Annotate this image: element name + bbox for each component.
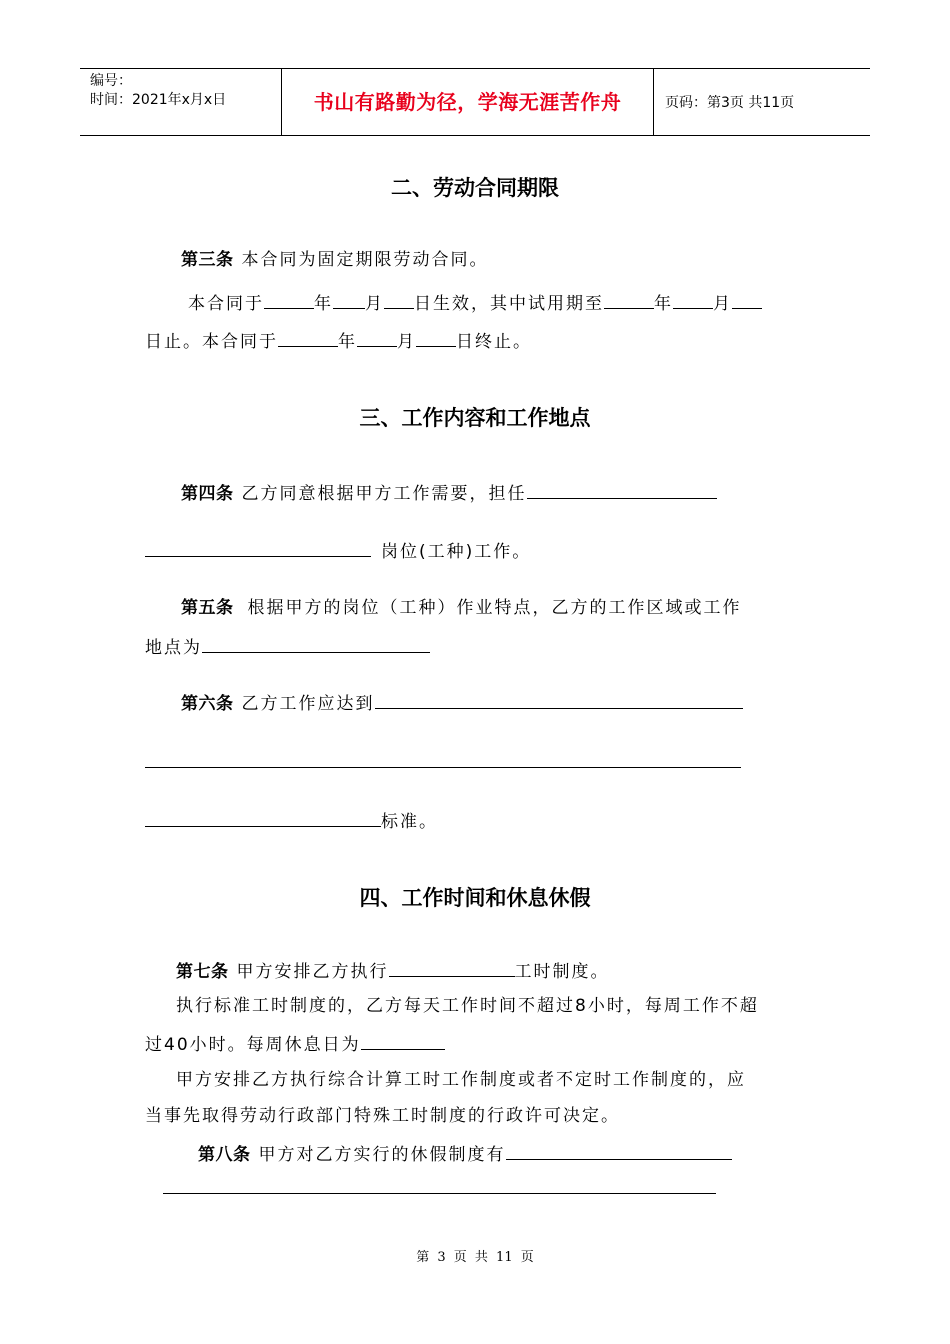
article-8 bbox=[198, 1141, 732, 1167]
article-3-text: 本合同为固定期限劳动合同。 bbox=[241, 250, 489, 270]
blank-field[interactable] bbox=[333, 290, 365, 309]
article-4-tail: 岗位(工种)工作。 bbox=[381, 542, 532, 562]
blank-field[interactable] bbox=[389, 958, 515, 977]
article-3 bbox=[181, 248, 489, 272]
article-4-label: 第四条 bbox=[181, 484, 234, 504]
page-header bbox=[80, 68, 870, 136]
article-5-continued bbox=[145, 634, 430, 660]
article-4-text: 乙方同意根据甲方工作需要，担任 bbox=[241, 484, 527, 504]
header-meta bbox=[80, 69, 282, 135]
blank-field[interactable] bbox=[264, 290, 314, 309]
blank-line[interactable] bbox=[145, 767, 741, 768]
article-4 bbox=[181, 480, 717, 506]
text-segment: 月 bbox=[365, 294, 384, 314]
document-date-label: 时间：2021年x月x日 bbox=[90, 92, 227, 108]
text-segment: 本合同于 bbox=[188, 294, 264, 314]
article-7 bbox=[176, 958, 610, 984]
text-segment: 月 bbox=[713, 294, 732, 314]
blank-field[interactable] bbox=[145, 538, 371, 557]
blank-field[interactable] bbox=[361, 1031, 445, 1050]
article-7-para-3: 甲方安排乙方执行综合计算工时工作制度或者不定时工作制度的，应 bbox=[176, 1070, 746, 1090]
article-7-label: 第七条 bbox=[176, 962, 229, 982]
blank-field[interactable] bbox=[202, 634, 430, 653]
article-6 bbox=[181, 690, 743, 716]
article-7-para-1: 执行标准工时制度的，乙方每天工作时间不超过8小时，每周工作不超 bbox=[176, 996, 759, 1016]
blank-field[interactable] bbox=[384, 290, 414, 309]
article-7-para-2 bbox=[145, 1031, 445, 1057]
article-7-para-4: 当事先取得劳动行政部门特殊工时制度的行政许可决定。 bbox=[145, 1106, 620, 1126]
article-3-label: 第三条 bbox=[181, 250, 234, 270]
article-8-label: 第八条 bbox=[198, 1145, 251, 1165]
text-segment: 日生效，其中试用期至 bbox=[414, 294, 604, 314]
article-5-label: 第五条 bbox=[181, 598, 234, 618]
text-segment: 年 bbox=[314, 294, 333, 314]
article-7-text: 甲方安排乙方执行 bbox=[236, 962, 389, 982]
blank-field[interactable] bbox=[732, 290, 762, 309]
text-segment: 日止。本合同于 bbox=[145, 332, 278, 352]
text-segment: 年 bbox=[654, 294, 673, 314]
blank-field[interactable] bbox=[357, 328, 397, 347]
article-6-text: 乙方工作应达到 bbox=[241, 694, 375, 714]
page-footer: 第 3 页 共 11 页 bbox=[416, 1250, 534, 1265]
termination-date-line bbox=[145, 328, 532, 354]
header-motto: 书山有路勤为径，学海无涯苦作舟 bbox=[282, 69, 654, 135]
blank-field[interactable] bbox=[375, 690, 743, 709]
blank-field[interactable] bbox=[506, 1141, 732, 1160]
section-heading-term: 二、劳动合同期限 bbox=[391, 176, 559, 200]
blank-field[interactable] bbox=[278, 328, 338, 347]
section-heading-work: 三、工作内容和工作地点 bbox=[359, 406, 591, 430]
article-6-tail: 标准。 bbox=[381, 812, 438, 832]
blank-field[interactable] bbox=[416, 328, 456, 347]
article-6-continued bbox=[145, 808, 438, 834]
article-7-tail: 工时制度。 bbox=[514, 962, 610, 982]
text-segment: 月 bbox=[397, 332, 416, 352]
document-number-label: 编号： bbox=[90, 73, 132, 89]
blank-field[interactable] bbox=[673, 290, 713, 309]
blank-field[interactable] bbox=[604, 290, 654, 309]
blank-field[interactable] bbox=[145, 808, 381, 827]
text-segment: 日终止。 bbox=[456, 332, 532, 352]
blank-line[interactable] bbox=[163, 1193, 716, 1194]
article-6-label: 第六条 bbox=[181, 694, 234, 714]
article-4-continued bbox=[145, 538, 531, 564]
text-segment: 年 bbox=[338, 332, 357, 352]
section-heading-hours: 四、工作时间和休息休假 bbox=[359, 886, 591, 910]
blank-field[interactable] bbox=[527, 480, 717, 499]
article-8-text: 甲方对乙方实行的休假制度有 bbox=[258, 1145, 506, 1165]
article-5-text: 根据甲方的岗位（工种）作业特点，乙方的工作区域或工作 bbox=[247, 598, 742, 618]
article-5-tail: 地点为 bbox=[145, 638, 202, 658]
article-5 bbox=[181, 596, 742, 620]
header-page-info: 页码：第3页 共11页 bbox=[665, 95, 795, 111]
text-segment: 过40小时。每周休息日为 bbox=[145, 1035, 361, 1055]
effective-date-line bbox=[188, 290, 762, 316]
